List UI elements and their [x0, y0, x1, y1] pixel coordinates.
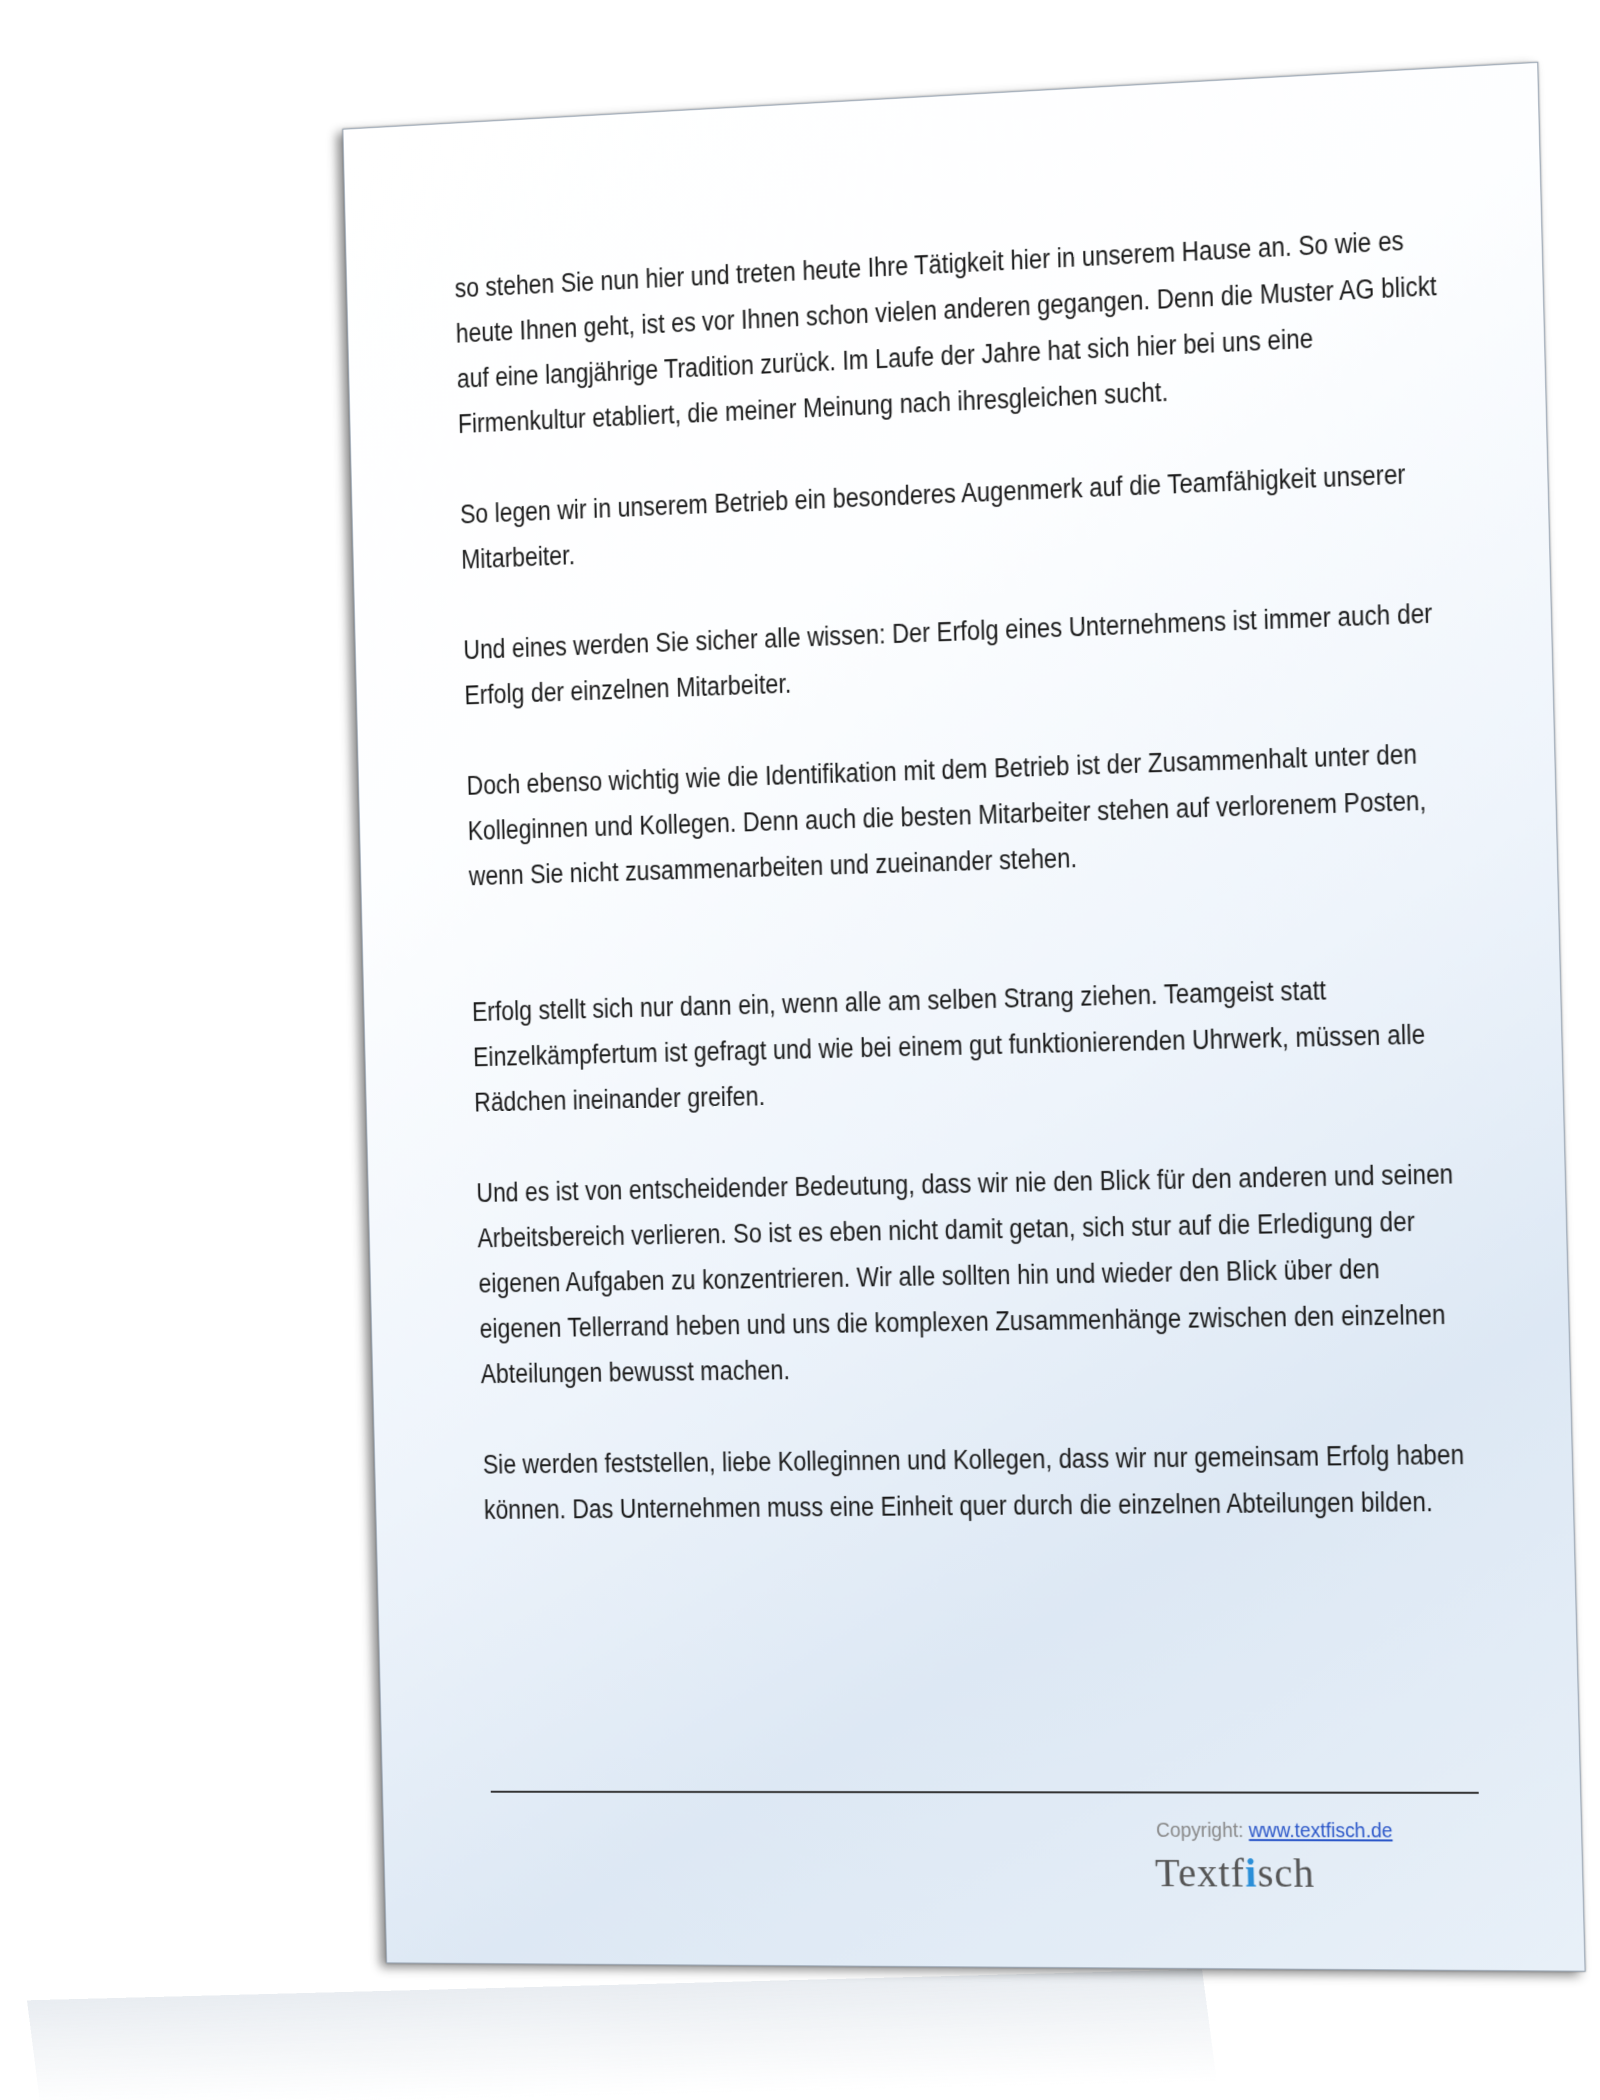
- document-page: [342, 62, 1585, 1972]
- paragraph-1: so stehen Sie nun hier und treten heute Ihre Tätigkeit hier in unserem Hause an. So wie es heute Ihnen geht, ist es vor Ihnen schon vielen anderen gegangen. Denn die Muster AG blickt auf eine langjährige Tradition zurück. Im Laufe der Jahre hat sich hier bei uns eine Firmenkultur etabliert, die meiner Meinung nach ihresgleichen sucht.: [454, 225, 1438, 440]
- copyright-label: Copyright:: [1155, 1818, 1244, 1843]
- brand-suffix: sch: [1256, 1850, 1316, 1896]
- fish-icon: i: [1244, 1850, 1258, 1896]
- copyright-link[interactable]: www.textfisch.de: [1248, 1818, 1393, 1843]
- paragraph-5: Erfolg stellt sich nur dann ein, wenn alle am selben Strang ziehen. Teamgeist statt Einzelkämpfertum ist gefragt und wie bei einem gut funktionierenden Uhrwerk, müssen alle Rädchen ineinander greifen.: [471, 975, 1426, 1118]
- paragraph-3: Und eines werden Sie sicher alle wissen: Der Erfolg eines Unternehmens ist immer auch der Erfolg der einzelnen Mitarbeiter.: [463, 598, 1433, 711]
- sheet-reflection: [27, 1969, 1217, 2100]
- paragraph-7: Sie werden feststellen, liebe Kolleginnen und Kollegen, dass wir nur gemeinsam Erfolg haben können. Das Unternehmen muss eine Einheit quer durch die einzelnen Abteilungen bilden.: [482, 1439, 1465, 1525]
- footer-divider: [491, 1791, 1479, 1794]
- copyright-notice: [1156, 1819, 1393, 1844]
- paragraph-6: Und es ist von entscheidender Bedeutung, dass wir nie den Blick für den anderen und seinen Arbeitsbereich verlieren. So ist es eben nicht damit getan, sich stur auf die Erledigung der eigenen Aufgaben zu konzentrieren. Wir alle sollten hin und wieder den Blick über den eigenen Tellerrand heben und uns die komplexen Zusammenhänge zwischen den einzelnen Abteilungen bewusst machen.: [476, 1159, 1454, 1390]
- textfisch-logo: [1155, 1849, 1316, 1897]
- sheet-wrapper: [342, 62, 1583, 1970]
- document-body: [454, 216, 1473, 1578]
- paragraph-2: So legen wir in unserem Betrieb ein besonderes Augenmerk auf die Teamfähigkeit unserer Mitarbeiter.: [459, 459, 1406, 575]
- brand-prefix: Textf: [1154, 1849, 1246, 1896]
- paragraph-4: Doch ebenso wichtig wie die Identifikation mit dem Betrieb ist der Zusammenhalt unter den Kolleginnen und Kollegen. Denn auch die besten Mitarbeiter stehen auf verlorenem Posten, wenn Sie nicht zusammenarbeiten und zueinander stehen.: [466, 739, 1427, 892]
